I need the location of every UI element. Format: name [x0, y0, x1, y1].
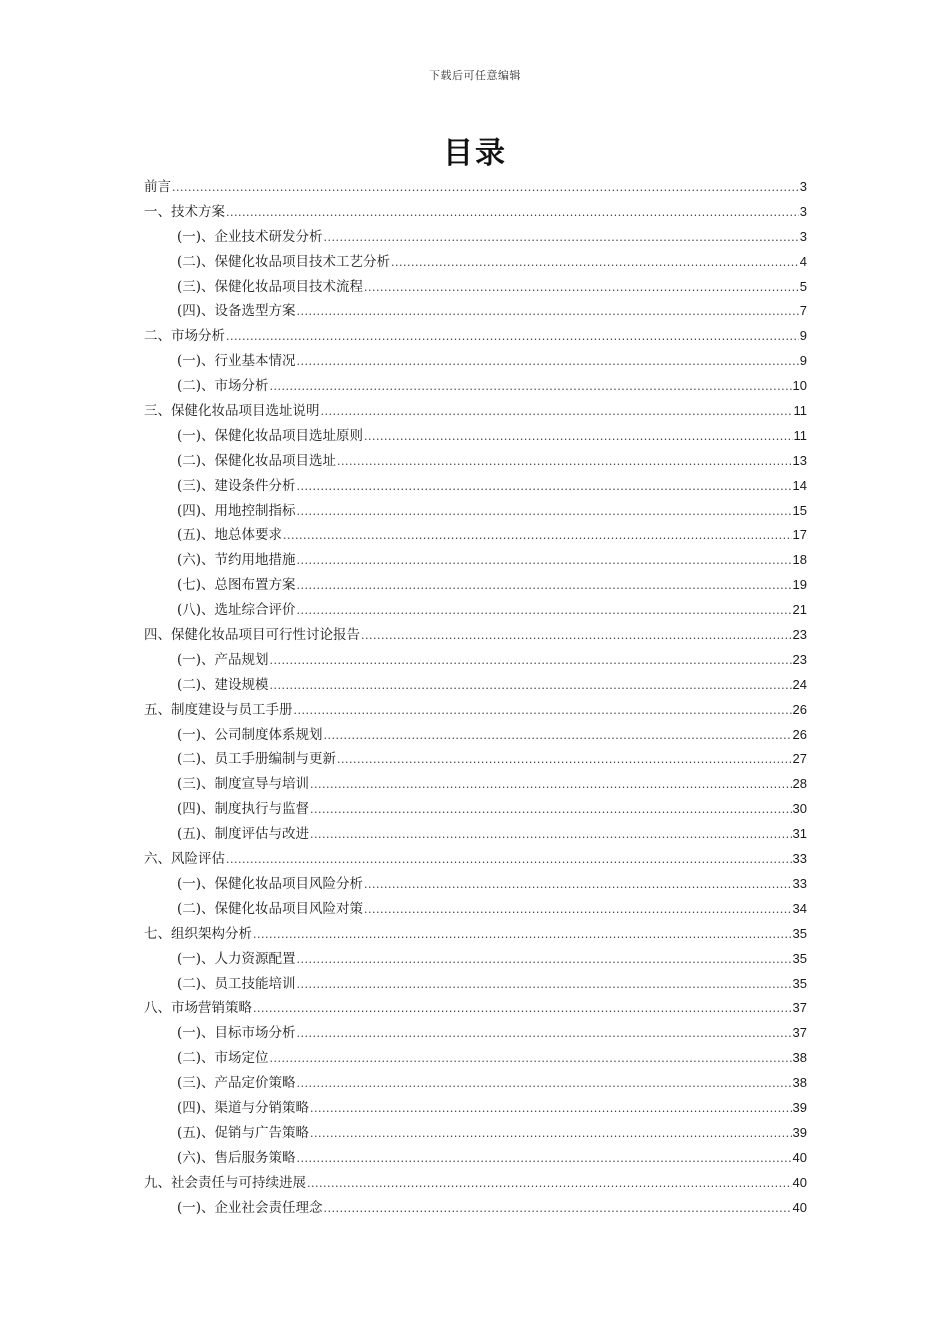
toc-dot-leader	[297, 973, 792, 998]
toc-entry-page-number: 38	[792, 1050, 807, 1066]
toc-entry-page-number: 38	[792, 1075, 807, 1091]
toc-dot-leader	[364, 873, 791, 898]
toc-entry-label: 五、制度建设与员工手册	[144, 701, 293, 718]
toc-entry[interactable]	[144, 1096, 807, 1121]
toc-entry[interactable]	[144, 897, 807, 922]
toc-entry-page-number: 7	[799, 303, 807, 319]
toc-entry-page-number: 23	[792, 651, 807, 667]
toc-entry[interactable]	[144, 747, 807, 772]
toc-entry[interactable]	[144, 523, 807, 548]
toc-dot-leader	[307, 1172, 792, 1197]
toc-entry-label: 一、技术方案	[144, 203, 225, 220]
toc-entry-label: (五)、制度评估与改进	[177, 826, 310, 843]
toc-entry-label: (五)、地总体要求	[177, 527, 283, 544]
toc-entry-label: (三)、制度宣导与培训	[177, 776, 310, 793]
toc-entry-label: 二、市场分析	[144, 328, 225, 345]
toc-entry-label: (一)、行业基本情况	[177, 353, 296, 370]
toc-entry-label: 八、市场营销策略	[144, 1000, 252, 1017]
toc-entry-page-number: 10	[792, 378, 807, 394]
toc-entry-label: (一)、保健化妆品项目风险分析	[177, 875, 364, 892]
toc-list	[144, 175, 807, 1220]
toc-entry[interactable]	[144, 1196, 807, 1221]
toc-dot-leader	[297, 500, 792, 525]
toc-dot-leader	[310, 773, 791, 798]
toc-entry-label: (二)、保健化妆品项目技术工艺分析	[177, 253, 391, 270]
toc-entry-page-number: 11	[793, 403, 807, 419]
toc-entry-label: (三)、建设条件分析	[177, 477, 296, 494]
toc-entry-page-number: 21	[792, 602, 807, 618]
toc-entry-page-number: 35	[792, 950, 807, 966]
toc-entry-page-number: 39	[792, 1124, 807, 1140]
toc-entry-label: (二)、市场分析	[177, 378, 269, 395]
toc-entry-page-number: 9	[799, 353, 807, 369]
toc-entry[interactable]	[144, 175, 807, 200]
toc-entry-label: 七、组织架构分析	[144, 925, 252, 942]
toc-entry[interactable]	[144, 399, 807, 424]
toc-entry[interactable]	[144, 1071, 807, 1096]
toc-dot-leader	[253, 923, 792, 948]
toc-dot-leader	[294, 699, 792, 724]
toc-entry-label: (二)、建设规模	[177, 676, 269, 693]
toc-dot-leader	[364, 276, 799, 301]
toc-entry[interactable]	[144, 1021, 807, 1046]
toc-entry-page-number: 35	[792, 925, 807, 941]
toc-entry[interactable]	[144, 200, 807, 225]
toc-entry[interactable]	[144, 299, 807, 324]
toc-entry[interactable]	[144, 723, 807, 748]
toc-dot-leader	[297, 300, 799, 325]
toc-dot-leader	[270, 375, 792, 400]
toc-dot-leader	[310, 1122, 791, 1147]
toc-dot-leader	[310, 823, 791, 848]
toc-entry-label: 三、保健化妆品项目选址说明	[144, 403, 320, 420]
toc-entry-label: (五)、促销与广告策略	[177, 1124, 310, 1141]
toc-entry-label: (二)、市场定位	[177, 1050, 269, 1067]
toc-dot-leader	[226, 848, 792, 873]
toc-entry[interactable]	[144, 972, 807, 997]
toc-dot-leader	[337, 748, 791, 773]
toc-entry-page-number: 37	[792, 1000, 807, 1016]
toc-entry-label: (四)、用地控制指标	[177, 502, 296, 519]
toc-entry-label: (二)、保健化妆品项目选址	[177, 452, 337, 469]
toc-entry-label: (一)、人力资源配置	[177, 950, 296, 967]
toc-entry-label: (二)、员工手册编制与更新	[177, 751, 337, 768]
toc-entry[interactable]	[144, 474, 807, 499]
toc-entry-page-number: 40	[792, 1174, 807, 1190]
toc-dot-leader	[297, 599, 792, 624]
toc-entry-page-number: 26	[792, 726, 807, 742]
toc-entry-label: (二)、员工技能培训	[177, 975, 296, 992]
toc-dot-leader	[297, 1147, 792, 1172]
toc-entry-page-number: 28	[792, 776, 807, 792]
toc-entry[interactable]	[144, 1121, 807, 1146]
toc-dot-leader	[310, 1097, 791, 1122]
toc-dot-leader	[364, 425, 792, 450]
toc-entry[interactable]	[144, 673, 807, 698]
toc-dot-leader	[297, 574, 792, 599]
toc-entry[interactable]	[144, 996, 807, 1021]
toc-entry-page-number: 3	[799, 203, 807, 219]
toc-entry-page-number: 4	[799, 253, 807, 269]
toc-entry[interactable]	[144, 648, 807, 673]
toc-dot-leader	[297, 475, 792, 500]
toc-entry-label: (三)、保健化妆品项目技术流程	[177, 278, 364, 295]
toc-dot-leader	[283, 524, 791, 549]
toc-entry-page-number: 15	[792, 502, 807, 518]
toc-entry[interactable]	[144, 548, 807, 573]
toc-entry-page-number: 17	[792, 527, 807, 543]
toc-entry-page-number: 27	[792, 751, 807, 767]
toc-entry[interactable]	[144, 922, 807, 947]
toc-dot-leader	[253, 997, 792, 1022]
toc-entry-label: (四)、制度执行与监督	[177, 801, 310, 818]
toc-entry-page-number: 39	[792, 1099, 807, 1115]
toc-entry-page-number: 35	[792, 975, 807, 991]
toc-dot-leader	[172, 176, 799, 201]
toc-dot-leader	[270, 1047, 792, 1072]
toc-entry[interactable]	[144, 225, 807, 250]
toc-dot-leader	[337, 450, 791, 475]
toc-entry[interactable]	[144, 449, 807, 474]
toc-entry-label: (一)、目标市场分析	[177, 1025, 296, 1042]
toc-entry-label: 前言	[144, 179, 171, 195]
toc-entry-label: (二)、保健化妆品项目风险对策	[177, 900, 364, 917]
toc-entry-page-number: 37	[792, 1025, 807, 1041]
toc-entry-page-number: 31	[792, 826, 807, 842]
toc-entry[interactable]	[144, 598, 807, 623]
toc-entry-page-number: 33	[792, 875, 807, 891]
toc-entry[interactable]	[144, 822, 807, 847]
toc-dot-leader	[297, 948, 792, 973]
toc-entry[interactable]	[144, 872, 807, 897]
toc-entry-label: (八)、选址综合评价	[177, 602, 296, 619]
toc-entry-label: (一)、企业技术研发分析	[177, 228, 323, 245]
toc-entry[interactable]	[144, 797, 807, 822]
toc-entry-label: 六、风险评估	[144, 851, 225, 868]
toc-dot-leader	[321, 400, 793, 425]
toc-entry[interactable]	[144, 1046, 807, 1071]
toc-entry-page-number: 3	[799, 179, 807, 194]
toc-entry[interactable]	[144, 698, 807, 723]
toc-entry-page-number: 9	[799, 328, 807, 344]
toc-entry-label: (三)、产品定价策略	[177, 1075, 296, 1092]
toc-entry-label: 四、保健化妆品项目可行性讨论报告	[144, 627, 360, 644]
toc-dot-leader	[364, 898, 791, 923]
toc-dot-leader	[310, 798, 791, 823]
toc-entry-label: (一)、产品规划	[177, 651, 269, 668]
toc-entry[interactable]	[144, 947, 807, 972]
toc-entry[interactable]	[144, 275, 807, 300]
toc-entry-label: (一)、企业社会责任理念	[177, 1199, 323, 1216]
toc-entry-page-number: 26	[792, 701, 807, 717]
toc-dot-leader	[297, 549, 792, 574]
toc-entry-page-number: 18	[792, 552, 807, 568]
toc-dot-leader	[324, 724, 792, 749]
toc-entry-label: (四)、设备选型方案	[177, 303, 296, 320]
toc-entry-page-number: 3	[799, 228, 807, 244]
toc-entry[interactable]	[144, 847, 807, 872]
toc-entry-label: (一)、保健化妆品项目选址原则	[177, 427, 364, 444]
toc-dot-leader	[361, 624, 792, 649]
toc-entry-label: (六)、节约用地措施	[177, 552, 296, 569]
toc-entry-page-number: 19	[792, 577, 807, 593]
toc-dot-leader	[391, 251, 799, 276]
toc-entry-label: (四)、渠道与分销策略	[177, 1099, 310, 1116]
toc-dot-leader	[324, 226, 799, 251]
toc-entry-page-number: 24	[792, 676, 807, 692]
toc-entry[interactable]	[144, 573, 807, 598]
toc-entry-page-number: 30	[792, 801, 807, 817]
toc-dot-leader	[297, 1072, 792, 1097]
toc-entry-page-number: 14	[792, 477, 807, 493]
toc-entry[interactable]	[144, 623, 807, 648]
toc-entry[interactable]	[144, 250, 807, 275]
toc-entry-label: (一)、公司制度体系规划	[177, 726, 323, 743]
page-title: 目录	[443, 136, 507, 171]
toc-entry[interactable]	[144, 1146, 807, 1171]
toc-entry-page-number: 34	[792, 900, 807, 916]
toc-entry-label: 九、社会责任与可持续进展	[144, 1174, 306, 1191]
toc-dot-leader	[226, 325, 799, 350]
toc-dot-leader	[297, 1022, 792, 1047]
toc-entry-page-number: 13	[792, 452, 807, 468]
toc-dot-leader	[226, 201, 799, 226]
toc-entry[interactable]	[144, 499, 807, 524]
toc-entry-page-number: 40	[792, 1149, 807, 1165]
toc-entry-page-number: 5	[799, 278, 807, 294]
toc-entry[interactable]	[144, 324, 807, 349]
toc-entry-label: (七)、总图布置方案	[177, 577, 296, 594]
toc-dot-leader	[270, 649, 792, 674]
toc-entry[interactable]	[144, 424, 807, 449]
toc-entry-page-number: 33	[792, 851, 807, 867]
toc-dot-leader	[324, 1197, 792, 1222]
toc-entry-page-number: 23	[792, 627, 807, 643]
toc-dot-leader	[270, 674, 792, 699]
toc-entry[interactable]	[144, 349, 807, 374]
toc-dot-leader	[297, 350, 799, 375]
toc-entry-page-number: 11	[793, 427, 807, 443]
header-note: 下载后可任意编辑	[429, 69, 521, 82]
toc-entry[interactable]	[144, 1171, 807, 1196]
toc-entry-page-number: 40	[792, 1199, 807, 1215]
toc-entry[interactable]	[144, 772, 807, 797]
toc-entry[interactable]	[144, 374, 807, 399]
toc-entry-label: (六)、售后服务策略	[177, 1149, 296, 1166]
